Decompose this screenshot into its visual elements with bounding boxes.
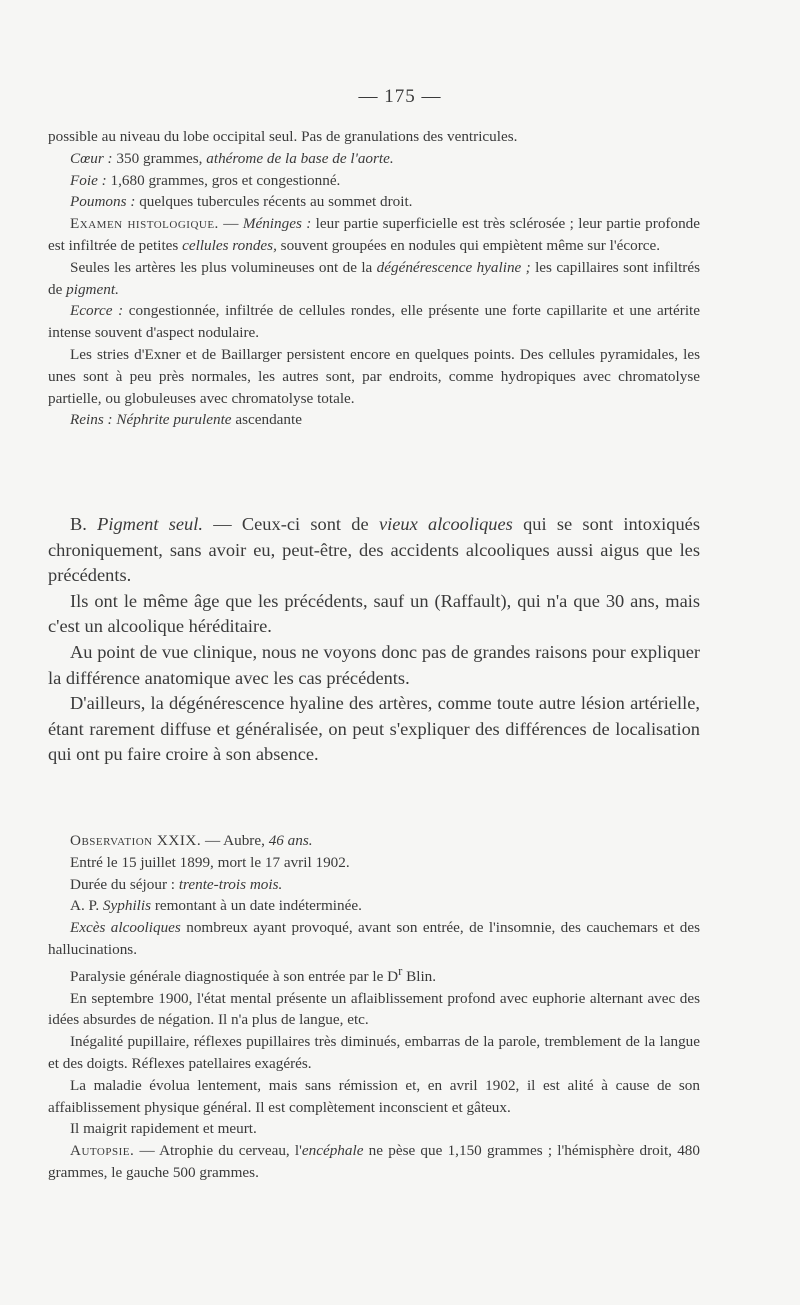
paragraph: Il maigrit rapidement et meurt.: [70, 1120, 257, 1138]
paragraph-lungs: Poumons : quelques tubercules récents au sommet droit.: [70, 193, 413, 211]
paragraph: Ils ont le même âge que les précédents, sauf un (Raffault), qui n'a que 30 ans, mais c'est un alcoolique héréditaire.: [48, 590, 700, 637]
page-number: — 175 —: [358, 86, 442, 107]
section-observation-xxix: [48, 830, 700, 1184]
paragraph: Entré le 15 juillet 1899, mort le 17 avril 1902.: [70, 853, 350, 871]
paragraph: possible au niveau du lobe occipital seul. Pas de granulations des ventricules.: [48, 128, 518, 145]
paragraph: D'ailleurs, la dégénérescence hyaline des artères, comme toute autre lésion artérielle, étant rarement diffuse et généralisée, on peut s'expliquer des différences de localisation qui ont pu faire croire à son absence.: [48, 693, 700, 765]
paragraph: Durée du séjour : trente-trois mois.: [70, 875, 283, 893]
paragraph-heart: Cœur : 350 grammes, athérome de la base de l'aorte.: [70, 149, 394, 167]
paragraph: Au point de vue clinique, nous ne voyons donc pas de grandes raisons pour expliquer la différence anatomique avec les cas précédents.: [48, 641, 700, 688]
paragraph: La maladie évolua lentement, mais sans rémission et, en avril 1902, il est alité à cause de son affaiblissement physique général. Il est complètement inconscient et gâteux.: [48, 1076, 700, 1116]
paragraph-striae: Les stries d'Exner et de Baillarger persistent encore en quelques points. Des cellules pyramidales, les unes sont à peu près normales, les autres sont, par endroits, comme hydropiques avec chromatolyse partielle, ou globuleuses avec chromatolyse totale.: [48, 345, 700, 407]
section-autopsy-findings: [48, 126, 700, 431]
paragraph-pigment-intro: B. Pigment seul. — Ceux-ci sont de vieux alcooliques qui se sont intoxiqués chroniquement, sans avoir eu, peut-être, des accidents alcooliques aussi aigus que les précédents.: [48, 514, 700, 586]
section-pigment-only: [48, 512, 700, 768]
paragraph-arteries: Seules les artères les plus volumineuses ont de la dégénérescence hyaline ; les capillaires sont infiltrés de pigment.: [48, 258, 700, 298]
paragraph: Inégalité pupillaire, réflexes pupillaires très diminués, embarras de la parole, tremblement de la langue et des doigts. Réflexes patellaires exagérés.: [48, 1033, 700, 1073]
observation-heading: Observation XXIX. — Aubre, 46 ans.: [70, 832, 313, 849]
paragraph: Excès alcooliques nombreux ayant provoqué, avant son entrée, de l'insomnie, des cauchemars et des hallucinations.: [48, 919, 700, 958]
paragraph: En septembre 1900, l'état mental présente un aflaiblissement profond avec euphorie alternant avec des idées absurdes de négation. Il n'a plus de langue, etc.: [48, 989, 700, 1029]
paragraph-cortex: Ecorce : congestionnée, infiltrée de cellules rondes, elle présente une forte capillarite et une artérite intense souvent d'aspect nodulaire.: [48, 302, 701, 342]
paragraph-autopsy: Autopsie. — Atrophie du cerveau, l'encéphale ne pèse que 1,150 grammes ; l'hémisphère droit, 480 grammes, le gauche 500 grammes.: [48, 1142, 700, 1182]
paragraph-kidneys: Reins : Néphrite purulente ascendante: [70, 411, 302, 429]
paragraph-histology: Examen histologique. — Méninges : leur partie superficielle est très sclérosée ; leur partie profonde est infiltrée de petites cellules rondes, souvent groupées en nodules qui empiètent même sur l'écorce.: [48, 215, 700, 254]
paragraph-liver: Foie : 1,680 grammes, gros et congestionné.: [70, 171, 341, 189]
paragraph: A. P. Syphilis remontant à un date indéterminée.: [70, 897, 362, 915]
paragraph: Paralysie générale diagnostiquée à son entrée par le $D^r$ Blin.: [70, 963, 437, 985]
